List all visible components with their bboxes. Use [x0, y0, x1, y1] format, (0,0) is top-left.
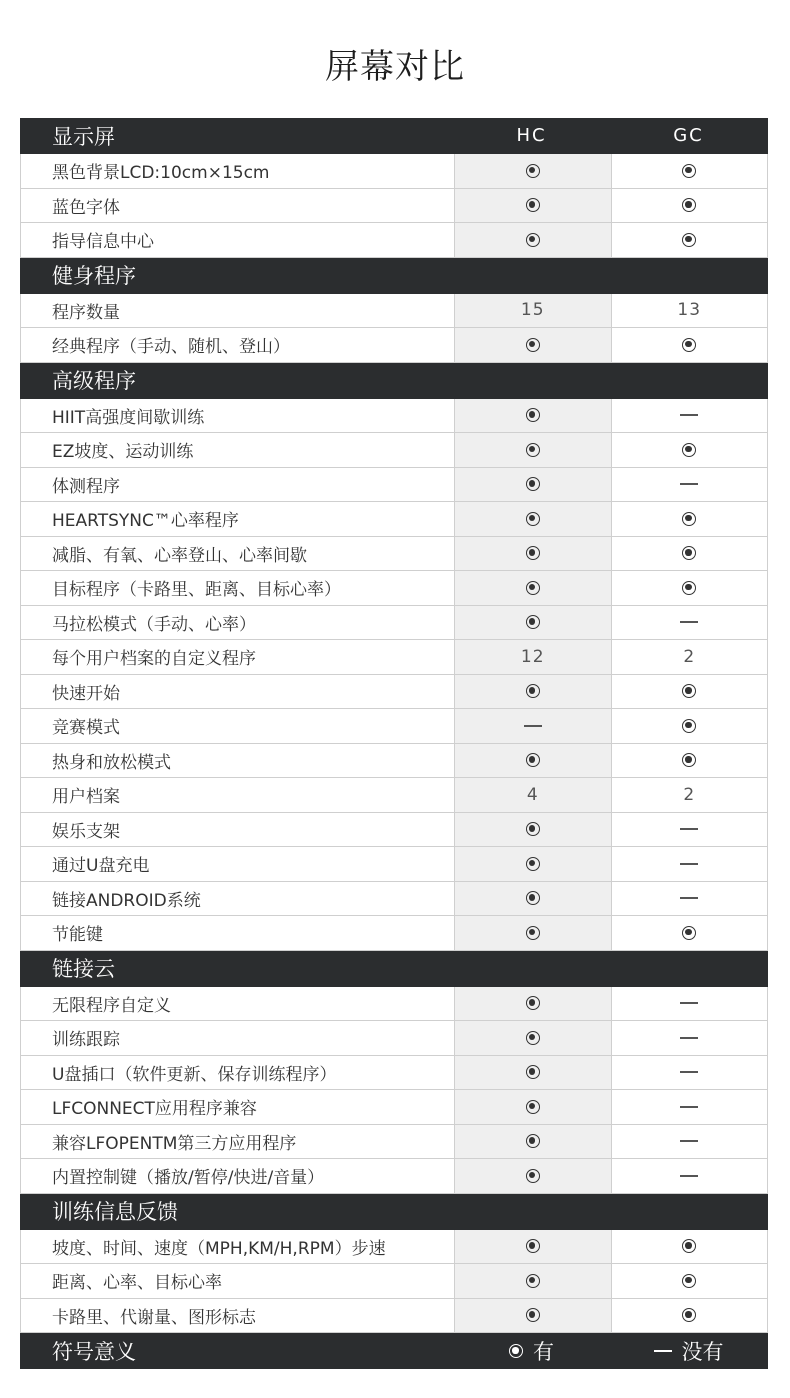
dash-icon [680, 1002, 698, 1004]
hc-cell-value: 4 [454, 778, 611, 812]
hc-cell-available [454, 571, 611, 605]
radio-dot-icon [682, 581, 696, 595]
gc-cell-unavailable [611, 1125, 768, 1159]
feature-label: 蓝色字体 [52, 197, 120, 218]
feature-label: 程序数量 [52, 302, 120, 323]
feature-label: 马拉松模式（手动、心率） [52, 614, 256, 635]
gc-cell-unavailable [611, 399, 768, 433]
radio-dot-icon [526, 822, 540, 836]
feature-label: 体测程序 [52, 476, 120, 497]
radio-dot-icon [526, 1065, 540, 1079]
gc-cell-available [611, 502, 768, 536]
table-row [20, 1090, 768, 1125]
radio-dot-icon [526, 1274, 540, 1288]
feature-label: 竞赛模式 [52, 718, 120, 739]
hc-cell-value: 15 [454, 294, 611, 328]
hc-cell-available [454, 1056, 611, 1090]
gc-cell-unavailable [611, 1159, 768, 1193]
feature-label: 坡度、时间、速度（MPH,KM/H,RPM）步速 [52, 1238, 386, 1259]
table-row [20, 1264, 768, 1299]
feature-label: 用户档案 [52, 787, 120, 808]
table-row [20, 744, 768, 779]
gc-cell-available [611, 433, 768, 467]
gc-cell-available [611, 675, 768, 709]
radio-dot-icon [682, 512, 696, 526]
feature-label: LFCONNECT应用程序兼容 [52, 1099, 257, 1120]
table-row [20, 399, 768, 434]
table-row [20, 1021, 768, 1056]
gc-cell-unavailable [611, 847, 768, 881]
radio-dot-icon [526, 164, 540, 178]
feature-label: 娱乐支架 [52, 821, 120, 842]
section-header [20, 363, 768, 399]
dash-icon [654, 1350, 672, 1352]
hc-cell-value: 12 [454, 640, 611, 674]
section-title: 健身程序 [52, 264, 136, 288]
feature-label: HEARTSYNC™心率程序 [52, 511, 239, 532]
radio-dot-icon [526, 512, 540, 526]
dash-icon [680, 863, 698, 865]
radio-dot-icon [682, 1308, 696, 1322]
hc-cell-available [454, 537, 611, 571]
radio-dot-icon [526, 581, 540, 595]
gc-cell-available [611, 1299, 768, 1333]
table-row [20, 571, 768, 606]
gc-cell-available [611, 916, 768, 950]
radio-dot-icon [682, 1274, 696, 1288]
feature-label: 距离、心率、目标心率 [52, 1273, 222, 1294]
radio-dot-icon [682, 684, 696, 698]
hc-cell-available [454, 1230, 611, 1264]
radio-dot-icon [682, 233, 696, 247]
hc-cell-available [454, 154, 611, 188]
dash-icon [680, 1175, 698, 1177]
legend-no [610, 1336, 767, 1366]
feature-label: 指导信息中心 [52, 232, 154, 253]
gc-cell-unavailable [611, 1090, 768, 1124]
section-title: 链接云 [52, 957, 115, 981]
table-row [20, 1159, 768, 1194]
hc-cell-available [454, 675, 611, 709]
gc-cell-available [611, 571, 768, 605]
hc-cell-available [454, 882, 611, 916]
section-title: 训练信息反馈 [52, 1200, 178, 1224]
radio-dot-icon [526, 996, 540, 1010]
gc-cell-unavailable [611, 813, 768, 847]
dash-icon [524, 725, 542, 727]
legend-yes [453, 1336, 610, 1366]
section-header [20, 118, 768, 154]
gc-cell-available [611, 328, 768, 362]
radio-dot-icon [682, 546, 696, 560]
table-row [20, 189, 768, 224]
radio-dot-icon [682, 719, 696, 733]
radio-dot-icon [526, 1134, 540, 1148]
gc-cell-unavailable [611, 1021, 768, 1055]
hc-cell-available [454, 744, 611, 778]
hc-cell-available [454, 502, 611, 536]
hc-cell-available [454, 468, 611, 502]
column-header-gc: GC [673, 125, 704, 146]
legend-title: 符号意义 [52, 1340, 136, 1364]
table-row [20, 154, 768, 189]
hc-cell-available [454, 987, 611, 1021]
table-row [20, 1230, 768, 1265]
feature-label: 节能键 [52, 925, 103, 946]
column-header-hc: HC [516, 125, 547, 146]
comparison-table [20, 118, 768, 1369]
feature-label: 训练跟踪 [52, 1030, 120, 1051]
feature-label: 每个用户档案的自定义程序 [52, 649, 256, 670]
feature-label: 快速开始 [52, 683, 120, 704]
table-row [20, 778, 768, 813]
legend-yes-label: 有 [533, 1340, 554, 1364]
gc-cell-available [611, 537, 768, 571]
radio-dot-icon [526, 233, 540, 247]
dash-icon [680, 1071, 698, 1073]
dash-icon [680, 897, 698, 899]
feature-label: 链接ANDROID系统 [52, 890, 201, 911]
hc-cell-available [454, 1299, 611, 1333]
table-row [20, 328, 768, 363]
table-row [20, 502, 768, 537]
section-header [20, 258, 768, 294]
radio-dot-icon [526, 198, 540, 212]
gc-cell-available [611, 154, 768, 188]
feature-label: 目标程序（卡路里、距离、目标心率） [52, 580, 341, 601]
gc-cell-available [611, 223, 768, 257]
gc-cell-available [611, 189, 768, 223]
feature-label: 减脂、有氧、心率登山、心率间歇 [52, 545, 307, 566]
radio-dot-icon [526, 891, 540, 905]
radio-dot-icon [682, 164, 696, 178]
feature-label: EZ坡度、运动训练 [52, 442, 194, 463]
dash-icon [680, 414, 698, 416]
radio-dot-icon [526, 1169, 540, 1183]
table-row [20, 813, 768, 848]
feature-label: 经典程序（手动、随机、登山） [52, 337, 290, 358]
hc-cell-available [454, 916, 611, 950]
feature-label: 卡路里、代谢量、图形标志 [52, 1307, 256, 1328]
gc-cell-unavailable [611, 987, 768, 1021]
gc-cell-value: 2 [611, 778, 768, 812]
gc-cell-unavailable [611, 468, 768, 502]
radio-dot-icon [526, 1031, 540, 1045]
dash-icon [680, 483, 698, 485]
radio-dot-icon [682, 198, 696, 212]
dash-icon [680, 1106, 698, 1108]
page-title: 屏幕对比 [325, 47, 465, 87]
legend-bar [20, 1333, 768, 1369]
table-row [20, 1299, 768, 1334]
legend-no-label: 没有 [681, 1340, 724, 1364]
radio-dot-icon [526, 477, 540, 491]
hc-cell-available [454, 223, 611, 257]
radio-dot-icon [526, 443, 540, 457]
radio-dot-icon [526, 684, 540, 698]
radio-dot-icon [682, 443, 696, 457]
section-header [20, 1194, 768, 1230]
table-row [20, 537, 768, 572]
section-header [20, 951, 768, 987]
feature-label: 无限程序自定义 [52, 995, 171, 1016]
table-row [20, 1125, 768, 1160]
hc-cell-available [454, 433, 611, 467]
section-title: 显示屏 [52, 124, 115, 149]
feature-label: HIIT高强度间歇训练 [52, 407, 205, 428]
radio-dot-icon [526, 338, 540, 352]
hc-cell-available [454, 399, 611, 433]
gc-cell-value: 13 [611, 294, 768, 328]
section-title: 高级程序 [52, 369, 136, 393]
table-row [20, 294, 768, 329]
hc-cell-available [454, 606, 611, 640]
hc-cell-available [454, 328, 611, 362]
feature-label: 兼容LFOPENTM第三方应用程序 [52, 1133, 297, 1154]
radio-dot-icon [526, 1308, 540, 1322]
hc-cell-available [454, 189, 611, 223]
feature-label: U盘插口（软件更新、保存训练程序） [52, 1064, 337, 1085]
hc-cell-unavailable [454, 709, 611, 743]
table-row [20, 987, 768, 1022]
radio-dot-icon [526, 857, 540, 871]
dash-icon [680, 828, 698, 830]
gc-cell-unavailable [611, 606, 768, 640]
gc-cell-available [611, 744, 768, 778]
dash-icon [680, 621, 698, 623]
feature-label: 热身和放松模式 [52, 752, 171, 773]
hc-cell-available [454, 813, 611, 847]
radio-dot-icon [526, 546, 540, 560]
gc-cell-available [611, 709, 768, 743]
gc-cell-available [611, 1230, 768, 1264]
feature-label: 黑色背景LCD:10cm×15cm [52, 163, 270, 184]
table-row [20, 675, 768, 710]
radio-dot-icon [682, 753, 696, 767]
hc-cell-available [454, 1090, 611, 1124]
table-row [20, 640, 768, 675]
hc-cell-available [454, 1264, 611, 1298]
radio-dot-icon [526, 408, 540, 422]
feature-label: 通过U盘充电 [52, 856, 150, 877]
table-row [20, 606, 768, 641]
table-row [20, 916, 768, 951]
gc-cell-available [611, 1264, 768, 1298]
radio-dot-icon [526, 1239, 540, 1253]
radio-dot-icon [526, 1100, 540, 1114]
table-row [20, 468, 768, 503]
table-row [20, 847, 768, 882]
radio-dot-icon [682, 1239, 696, 1253]
hc-cell-available [454, 1021, 611, 1055]
dash-icon [680, 1037, 698, 1039]
table-row [20, 882, 768, 917]
gc-cell-unavailable [611, 882, 768, 916]
gc-cell-unavailable [611, 1056, 768, 1090]
hc-cell-available [454, 847, 611, 881]
hc-cell-available [454, 1125, 611, 1159]
radio-dot-icon [526, 615, 540, 629]
table-row [20, 1056, 768, 1091]
hc-cell-available [454, 1159, 611, 1193]
radio-dot-icon [682, 338, 696, 352]
table-row [20, 709, 768, 744]
table-row [20, 433, 768, 468]
gc-cell-value: 2 [611, 640, 768, 674]
dash-icon [680, 1140, 698, 1142]
table-row [20, 223, 768, 258]
radio-dot-icon [526, 753, 540, 767]
radio-dot-icon [509, 1344, 523, 1358]
radio-dot-icon [682, 926, 696, 940]
radio-dot-icon [526, 926, 540, 940]
feature-label: 内置控制键（播放/暂停/快进/音量） [52, 1168, 325, 1189]
